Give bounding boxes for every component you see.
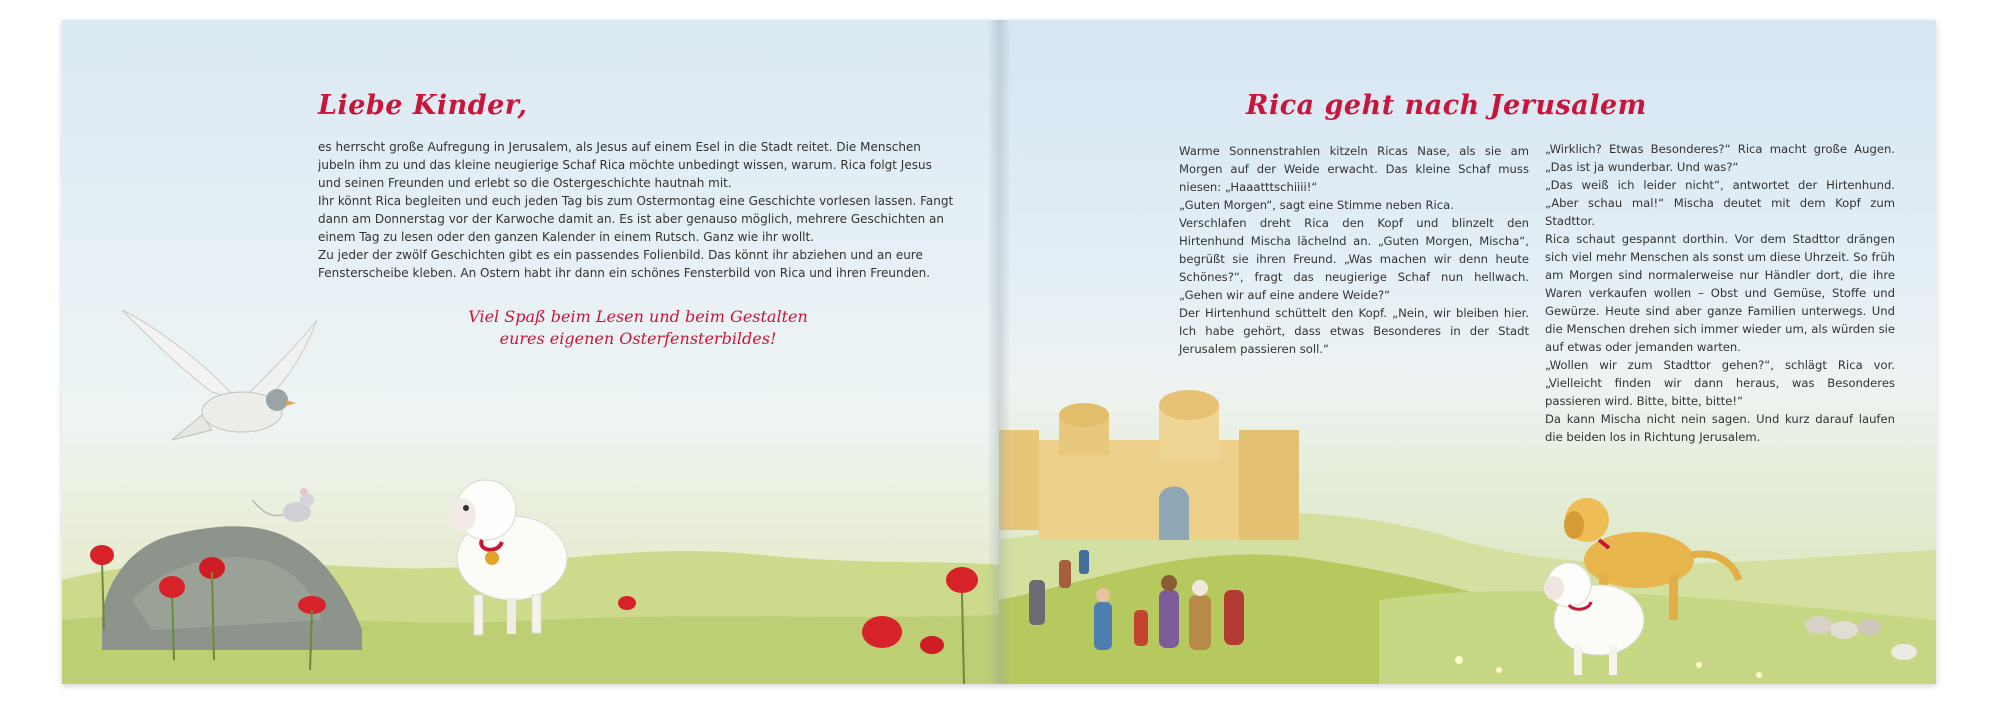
story-paragraph: „Wollen wir zum Stadttor gehen?“, schlägt Rica vor. „Vielleicht finden wir dann heraus, was Besonderes passieren wird. Bitte, bitte, bitte!“ bbox=[1545, 358, 1895, 408]
book-gutter bbox=[987, 20, 1011, 684]
story-title: Rica geht nach Jerusalem bbox=[1246, 90, 1647, 121]
story-paragraph: Der Hirtenhund schüttelt den Kopf. „Nein, wir bleiben hier. Ich habe gehört, dass etwas Besonderes in der Stadt Jerusalem passieren soll.“ bbox=[1179, 306, 1529, 356]
closing-line: Viel Spaß beim Lesen und beim Gestalten bbox=[468, 307, 808, 326]
left-page-illustration bbox=[62, 20, 999, 684]
intro-paragraph: Ihr könnt Rica begleiten und euch jeden Tag bis zum Ostermontag eine Geschichte vorlesen lassen. Fangt dann am Donnerstag vor der Karwoche damit an. Es ist aber genauso möglich, mehrere Geschichten an einem Tag zu lesen oder den ganzen Kalender in einem Rutsch. Ganz wie ihr wollt. bbox=[318, 194, 954, 244]
story-paragraph: Rica schaut gespannt dorthin. Vor dem Stadttor drängen sich viel mehr Menschen als sonst um diese Uhrzeit. So früh am Morgen sind normalerweise nur Händler dort, die ihre Waren verkaufen wollen – Obst und Gemüse, Stoffe und Gewürze. Heute sind aber ganze Familien unterwegs. Und die Menschen drehen sich immer wieder um, als würden sie auf etwas oder jemanden warten. bbox=[1545, 232, 1895, 354]
intro-paragraph: Zu jeder der zwölf Geschichten gibt es ein passendes Folienbild. Das könnt ihr abziehen und an eure Fensterscheibe kleben. An Ostern habt ihr dann ein schönes Fensterbild von Rica und ihren Freunden. bbox=[318, 248, 931, 280]
page-title: Liebe Kinder, bbox=[318, 90, 528, 121]
story-paragraph: Da kann Mischa nicht nein sagen. Und kurz darauf laufen die beiden los in Richtung Jerusalem. bbox=[1545, 412, 1895, 444]
story-paragraph: „Wirklich? Etwas Besonderes?“ Rica macht große Augen. „Das ist ja wunderbar. Und was?“ bbox=[1545, 142, 1895, 174]
story-column-1 bbox=[1179, 142, 1529, 358]
jerusalem-city-illustration bbox=[999, 390, 1299, 540]
story-paragraph: Warme Sonnenstrahlen kitzeln Ricas Nase, als sie am Morgen auf der Weide erwacht. Das kleine Schaf muss niesen: „Haaatttschiiii!“ bbox=[1179, 144, 1529, 194]
story-paragraph: „Guten Morgen“, sagt eine Stimme neben Rica. bbox=[1179, 198, 1454, 212]
right-page bbox=[999, 20, 1936, 684]
story-column-2 bbox=[1545, 140, 1895, 446]
intro-text bbox=[318, 138, 958, 282]
mouse-illustration bbox=[252, 488, 314, 522]
left-page bbox=[62, 20, 999, 684]
dove-illustration bbox=[122, 310, 317, 440]
story-paragraph: Verschlafen dreht Rica den Kopf und blinzelt den Hirtenhund Mischa lächelnd an. „Guten Morgen, Mischa“, begrüßt sie ihren Freund. „Was machen wir denn heute Schönes?“, fragt das neugierige Schaf nun hellwach. „Gehen wir auf eine andere Weide?“ bbox=[1179, 216, 1529, 302]
book-spread bbox=[62, 20, 1936, 684]
intro-paragraph: es herrscht große Aufregung in Jerusalem, als Jesus auf einem Esel in die Stadt reitet. Die Menschen jubeln ihm zu und das kleine neugierige Schaf Rica möchte unbedingt wissen, warum. Rica folgt Jesus und seinen Freunden und erlebt so die Ostergeschichte hautnah mit. bbox=[318, 140, 932, 190]
closing-greeting bbox=[318, 306, 958, 350]
story-paragraph: „Das weiß ich leider nicht“, antwortet der Hirtenhund. „Aber schau mal!“ Mischa deutet mit dem Kopf zum Stadttor. bbox=[1545, 178, 1895, 228]
rock-illustration bbox=[102, 526, 362, 650]
closing-line: eures eigenen Osterfensterbildes! bbox=[499, 329, 777, 348]
